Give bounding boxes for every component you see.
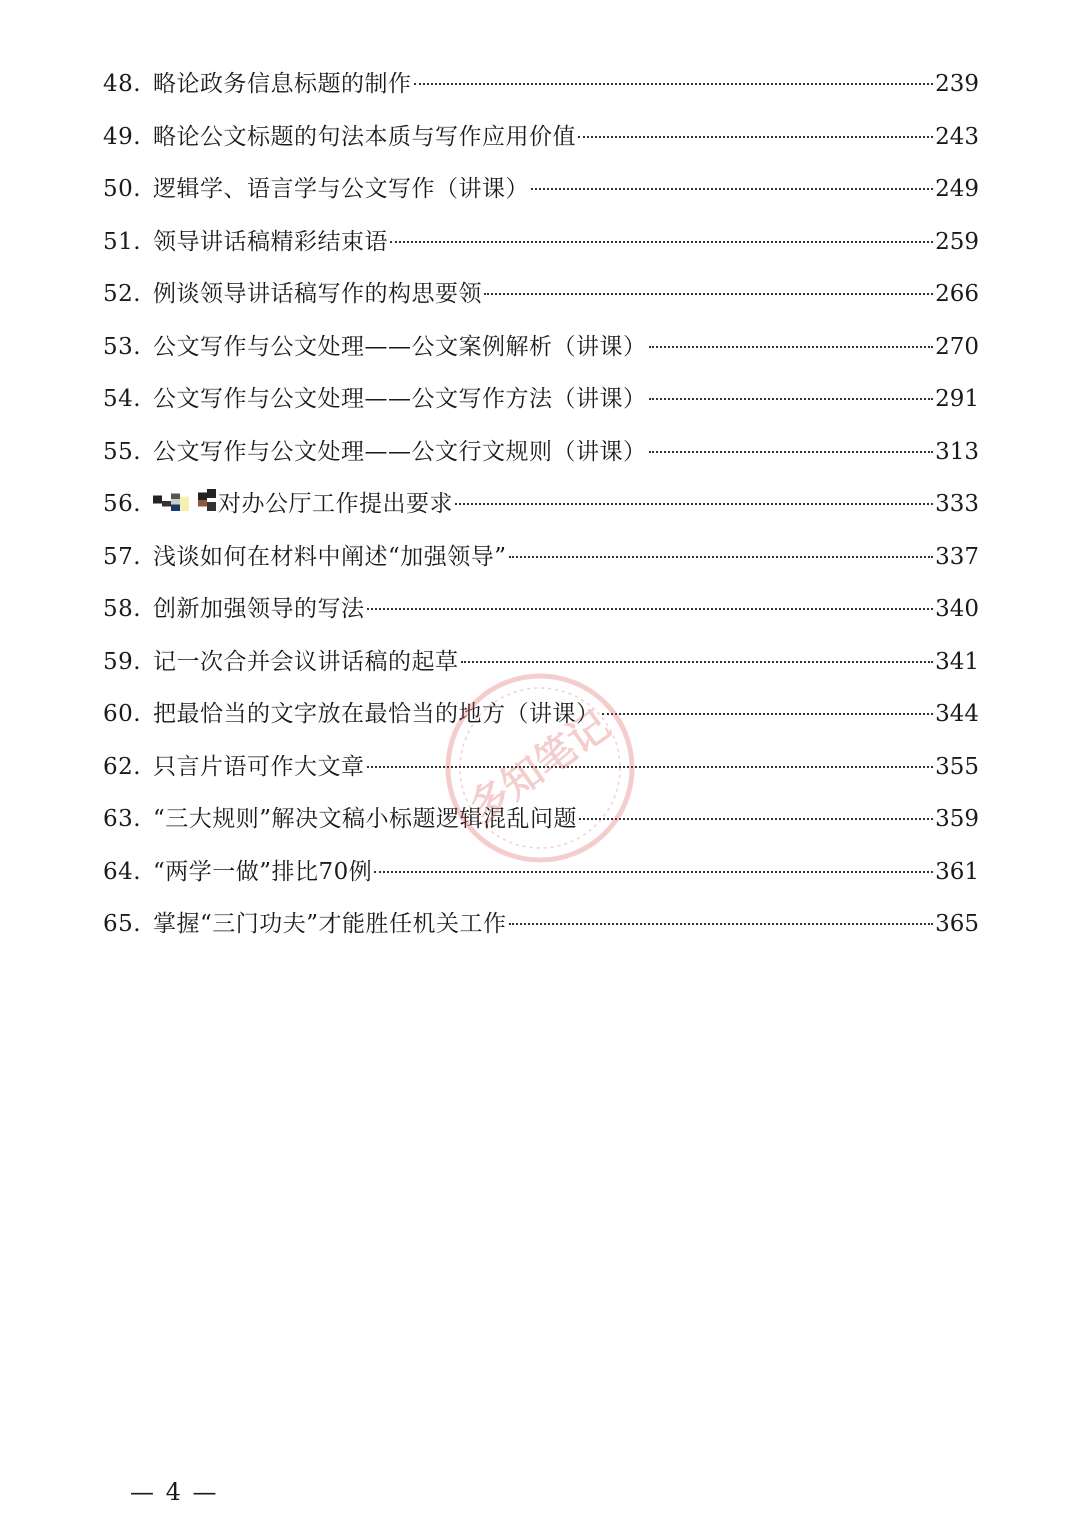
toc-entry-page: 291	[935, 386, 979, 412]
toc-entry-page: 313	[935, 438, 979, 465]
watermark-text: 多知笔记	[460, 702, 619, 832]
toc-entry-page: 259	[935, 228, 979, 255]
redaction-mosaic-icon	[153, 489, 216, 511]
toc-entry-number: 51.	[103, 228, 142, 255]
toc-entry[interactable]	[103, 321, 979, 374]
toc-entry[interactable]	[103, 216, 979, 269]
dot-leader	[602, 713, 934, 715]
toc-entry-page: 239	[935, 71, 979, 97]
toc-entry-page: 341	[935, 648, 979, 675]
toc-entry-title: 逻辑学、语言学与公文写作（讲课）	[153, 176, 529, 202]
dot-leader	[649, 398, 934, 400]
toc-entry-number: 49.	[103, 123, 142, 150]
toc-entry-number: 64.	[103, 858, 142, 885]
toc-entry-number: 60.	[103, 701, 142, 727]
toc-entry[interactable]	[103, 531, 979, 584]
toc-entry-page: 270	[935, 333, 979, 360]
toc-entry-number: 50.	[103, 176, 142, 202]
dot-leader	[461, 661, 934, 663]
toc-entry[interactable]	[103, 688, 979, 741]
dot-leader	[414, 83, 934, 85]
toc-entry[interactable]	[103, 373, 979, 426]
toc-entry-title: 公文写作与公文处理——公文案例解析（讲课）	[153, 333, 647, 360]
toc-entry-title: 公文写作与公文处理——公文写作方法（讲课）	[153, 386, 647, 412]
toc-entry-title: 例谈领导讲话稿写作的构思要领	[153, 281, 482, 307]
dot-leader	[367, 608, 934, 610]
toc-entry-title: 浅谈如何在材料中阐述“加强领导”	[153, 543, 507, 570]
toc-entry-number: 62.	[103, 753, 142, 780]
dot-leader	[484, 293, 933, 295]
toc-entry-title: 创新加强领导的写法	[153, 596, 365, 622]
toc-entry[interactable]	[103, 741, 979, 794]
toc-entry-title: 对办公厅工作提出要求	[218, 491, 453, 517]
toc-entry[interactable]	[103, 793, 979, 846]
dot-leader	[455, 503, 933, 505]
toc-entry-number: 56.	[103, 491, 142, 517]
toc-entry-number: 55.	[103, 438, 142, 465]
toc-entry-title: “三大规则”解决文稿小标题逻辑混乱问题	[153, 806, 578, 832]
toc-entry-title: 公文写作与公文处理——公文行文规则（讲课）	[153, 438, 647, 465]
toc-entry[interactable]	[103, 478, 979, 531]
toc-entry-page: 344	[935, 701, 979, 727]
toc-entry-title: 略论政务信息标题的制作	[153, 71, 412, 97]
toc-entry[interactable]	[103, 898, 979, 951]
dot-leader	[390, 241, 933, 243]
toc-entry-page: 340	[935, 596, 979, 622]
toc-entry-title: 记一次合并会议讲话稿的起草	[153, 648, 459, 675]
dot-leader	[509, 923, 934, 925]
toc-entry-number: 53.	[103, 333, 142, 360]
toc-entry-page: 365	[935, 911, 979, 937]
toc-entry-title: 掌握“三门功夫”才能胜任机关工作	[153, 911, 507, 937]
dot-leader	[579, 818, 933, 820]
toc-entry[interactable]	[103, 58, 979, 111]
toc-entry-number: 63.	[103, 806, 142, 832]
toc-entry-title: 略论公文标题的句法本质与写作应用价值	[153, 123, 576, 150]
toc-entry[interactable]	[103, 268, 979, 321]
table-of-contents	[103, 58, 979, 951]
toc-entry[interactable]	[103, 846, 979, 899]
toc-entry[interactable]	[103, 163, 979, 216]
toc-entry-title: “两学一做”排比70例	[153, 858, 373, 885]
dot-leader	[578, 136, 933, 138]
dot-leader	[649, 346, 934, 348]
toc-entry[interactable]	[103, 636, 979, 689]
dot-leader	[531, 188, 933, 190]
toc-entry[interactable]	[103, 426, 979, 479]
toc-entry-number: 59.	[103, 648, 142, 675]
toc-entry-page: 337	[935, 543, 979, 570]
dot-leader	[509, 556, 934, 558]
toc-entry-page: 355	[935, 753, 979, 780]
toc-entry-title: 只言片语可作大文章	[153, 753, 365, 780]
toc-entry-number: 58.	[103, 596, 142, 622]
toc-entry-page: 266	[935, 281, 979, 307]
toc-entry-page: 359	[935, 806, 979, 832]
toc-entry-title: 把最恰当的文字放在最恰当的地方（讲课）	[153, 701, 600, 727]
toc-entry[interactable]	[103, 111, 979, 164]
page-number: — 4 —	[130, 1478, 219, 1506]
toc-entry-title: 领导讲话稿精彩结束语	[153, 228, 388, 255]
toc-entry-page: 243	[935, 123, 979, 150]
toc-entry-number: 65.	[103, 911, 142, 937]
toc-entry-number: 52.	[103, 281, 142, 307]
toc-entry[interactable]	[103, 583, 979, 636]
toc-entry-number: 48.	[103, 71, 142, 97]
toc-entry-page: 361	[935, 858, 979, 885]
toc-entry-number: 54.	[103, 386, 142, 412]
dot-leader	[374, 871, 933, 873]
toc-entry-page: 333	[935, 491, 979, 517]
toc-entry-page: 249	[935, 176, 979, 202]
toc-entry-number: 57.	[103, 543, 142, 570]
dot-leader	[649, 451, 934, 453]
dot-leader	[367, 766, 934, 768]
